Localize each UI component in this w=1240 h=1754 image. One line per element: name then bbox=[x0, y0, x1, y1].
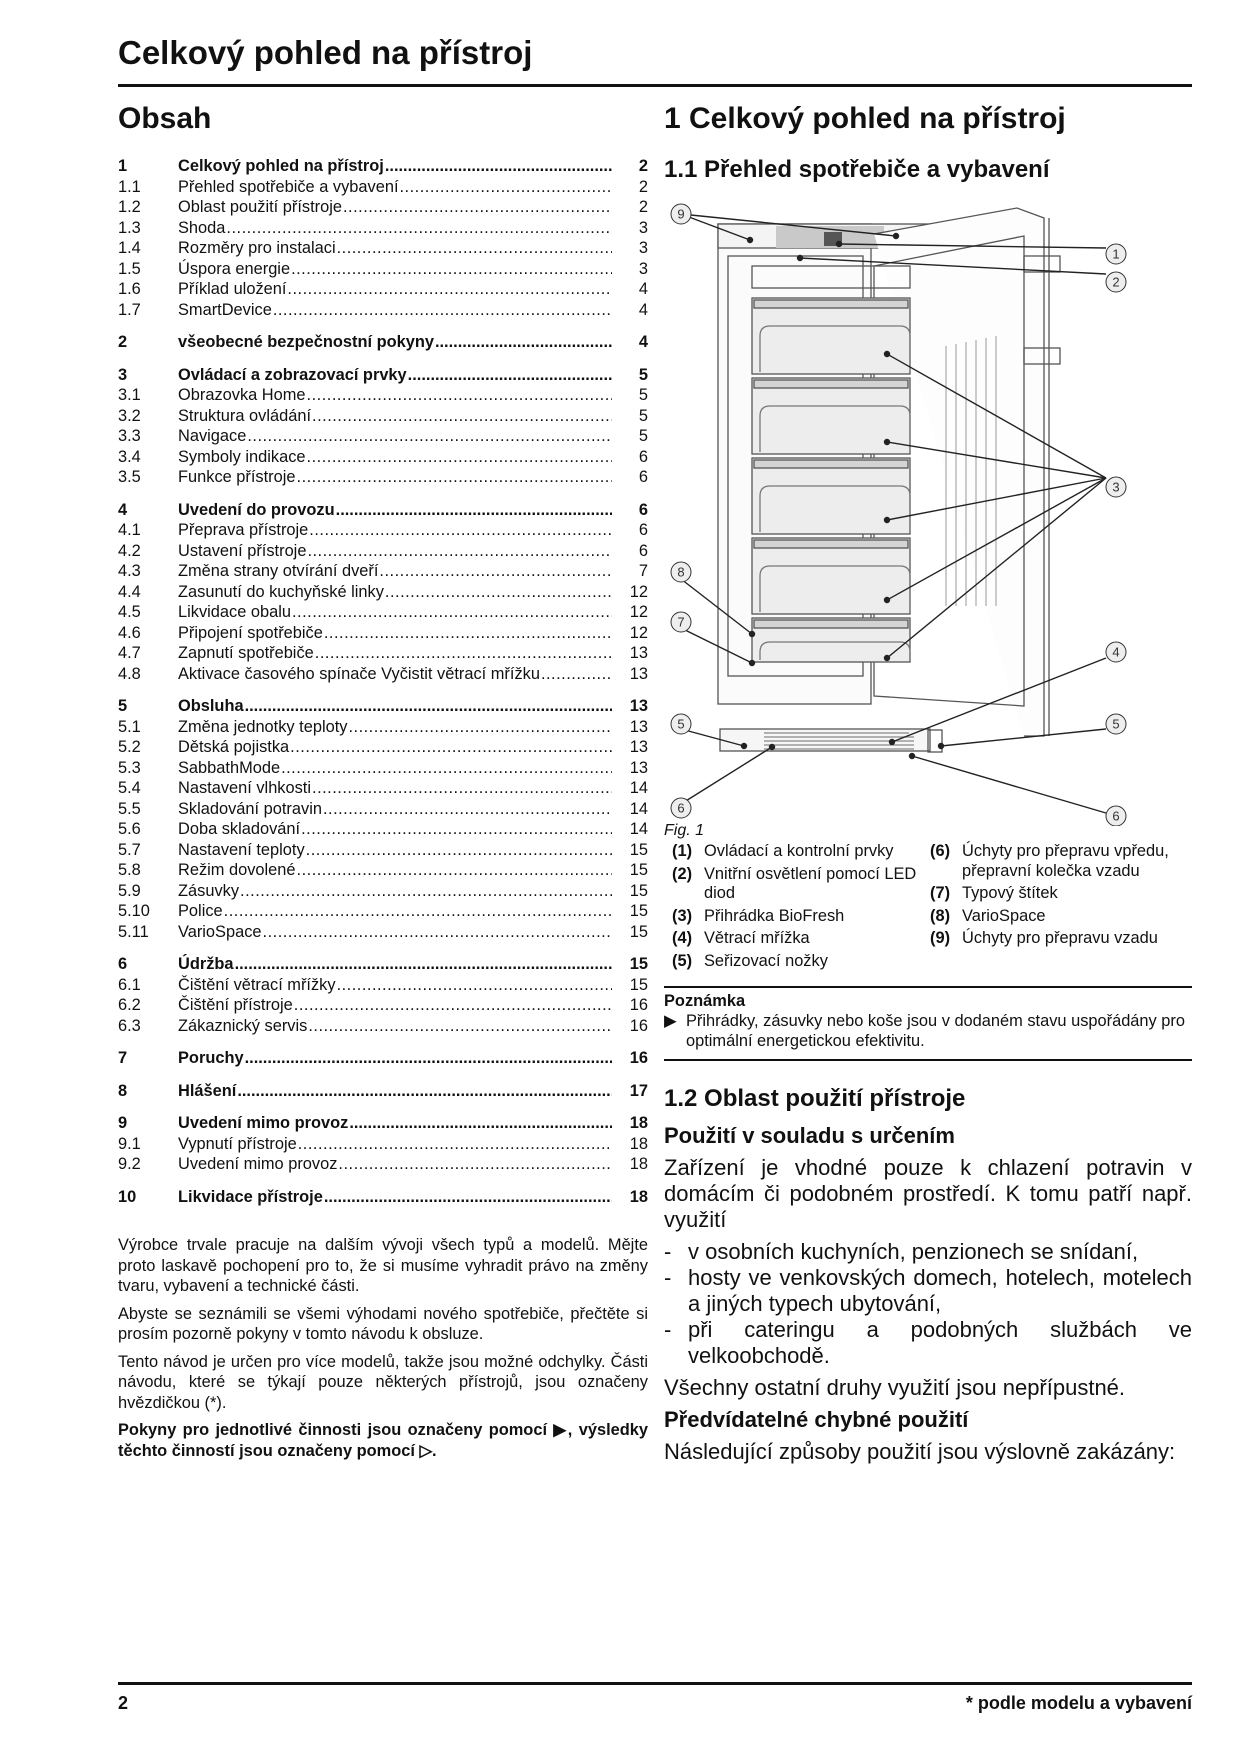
intended-use-text: Zařízení je vhodné pouze k chlazení potravin v domácím či podobném prostředí. K tomu patří např. využití bbox=[664, 1155, 1192, 1232]
toc-entry-page: 15 bbox=[629, 975, 648, 994]
intro-paragraph: Tento návod je určen pro více modelů, takže jsou možné odchylky. Části návodu, které se týkají pouze některých přístrojů, jsou označeny hvězdičkou (*). bbox=[118, 1352, 648, 1412]
page-number: 2 bbox=[118, 1693, 129, 1713]
toc-entry-label: VarioSpace ..... bbox=[178, 922, 612, 943]
intro-paragraph: Výrobce trvale pracuje na dalším vývoji všech typů a modelů. Mějte proto laskavě pochopení pro to, že si musíme vyhradit právo na změny tvaru, vybavení a technické části. bbox=[118, 1236, 648, 1295]
toc-entry[interactable] bbox=[118, 602, 648, 623]
toc-entry-label: všeobecné bezpečnostní pokyny ..... bbox=[178, 332, 612, 353]
toc-entry-page: 13 bbox=[629, 738, 648, 756]
toc-entry-page: 3 bbox=[638, 239, 648, 257]
toc-entry-number: 8 bbox=[118, 1081, 128, 1100]
list-item bbox=[664, 1239, 1192, 1265]
action-arrow-icon: ▶ bbox=[664, 1012, 677, 1030]
toc-entry-page: 13 bbox=[629, 664, 648, 683]
toc-entry[interactable] bbox=[118, 500, 648, 521]
toc-entry-page: 15 bbox=[629, 840, 648, 859]
toc-entry-label: Zasunutí do kuchyňské linky ..... bbox=[178, 582, 612, 603]
legend-item bbox=[922, 907, 1192, 927]
toc-entry-label: Uvedení do provozu ..... bbox=[178, 500, 612, 521]
legend-number: (6) bbox=[930, 842, 951, 860]
toc-entry-number: 5.1 bbox=[118, 717, 141, 736]
toc-entry-label: Údržba ..... bbox=[178, 954, 612, 975]
toc-entry-label: Symboly indikace ..... bbox=[178, 447, 612, 468]
intended-use-list bbox=[664, 1239, 1192, 1369]
toc-entry-label: Režim dovolené ..... bbox=[178, 860, 612, 881]
svg-text:6: 6 bbox=[1112, 808, 1120, 824]
svg-text:3: 3 bbox=[1112, 479, 1120, 495]
toc-entry-number: 5.6 bbox=[118, 820, 141, 838]
list-item-text: hosty ve venkovských domech, hotelech, motelech a jiných typech ubytování, bbox=[688, 1265, 1192, 1316]
legend-column-left bbox=[664, 842, 922, 974]
legend-text: Seřizovací nožky bbox=[704, 951, 828, 970]
toc-entry-page: 13 bbox=[629, 717, 648, 736]
toc-entry-number: 3.2 bbox=[118, 406, 141, 425]
toc-entry[interactable] bbox=[118, 406, 648, 427]
toc-entry-label: Dětská pojistka ..... bbox=[178, 737, 612, 758]
toc-group bbox=[118, 954, 648, 1036]
toc-entry-label: Skladování potravin ..... bbox=[178, 799, 612, 820]
subsection-heading: 1.1 Přehled spotřebiče a vybavení bbox=[664, 156, 1050, 183]
toc-entry-number: 1.6 bbox=[118, 280, 141, 298]
toc-entry[interactable] bbox=[118, 541, 648, 562]
toc-entry-page: 6 bbox=[638, 541, 648, 560]
toc-entry-label: Likvidace přístroje ..... bbox=[178, 1187, 612, 1208]
toc-entry-page: 6 bbox=[638, 447, 648, 466]
toc-entry-page: 5 bbox=[638, 365, 648, 384]
toc-entry[interactable] bbox=[118, 447, 648, 468]
legend-text: Typový štítek bbox=[962, 884, 1058, 902]
toc-entry[interactable] bbox=[118, 737, 648, 758]
toc-entry[interactable] bbox=[118, 385, 648, 406]
toc-entry-number: 1.5 bbox=[118, 259, 141, 278]
toc-entry[interactable] bbox=[118, 365, 648, 386]
toc-entry-label: SabbathMode ..... bbox=[178, 758, 612, 779]
toc-entry-page: 5 bbox=[638, 406, 648, 425]
toc-entry[interactable] bbox=[118, 332, 648, 353]
toc-entry-number: 5.8 bbox=[118, 861, 141, 879]
svg-text:8: 8 bbox=[677, 564, 685, 580]
list-dash: - bbox=[664, 1317, 672, 1342]
svg-text:1: 1 bbox=[1112, 246, 1120, 262]
left-column bbox=[118, 100, 648, 1468]
footer-note: * podle modelu a vybavení bbox=[965, 1693, 1192, 1713]
toc-entry-number: 1.2 bbox=[118, 198, 141, 216]
legend-item bbox=[664, 865, 922, 904]
toc-entry-page: 17 bbox=[629, 1081, 648, 1100]
toc-entry-page: 16 bbox=[629, 1016, 648, 1035]
toc-entry-label: Nastavení vlhkosti ..... bbox=[178, 778, 612, 799]
toc-entry[interactable] bbox=[118, 1154, 648, 1175]
header-rule bbox=[118, 84, 1192, 87]
toc-entry-number: 5.11 bbox=[118, 922, 149, 941]
toc-entry-number: 9 bbox=[118, 1114, 128, 1132]
note-text: Přihrádky, zásuvky nebo koše jsou v dodaném stavu uspořádány pro optimální energetickou efektivitu. bbox=[686, 1012, 1185, 1050]
toc-entry-label: Přehled spotřebiče a vybavení ..... bbox=[178, 177, 612, 198]
list-dash: - bbox=[664, 1239, 672, 1264]
toc-entry-page: 3 bbox=[638, 259, 648, 278]
toc-entry[interactable] bbox=[118, 561, 648, 582]
figure-caption: Fig. 1 bbox=[664, 822, 705, 839]
toc-entry-number: 4.2 bbox=[118, 541, 141, 560]
toc-group bbox=[118, 696, 648, 942]
toc-entry[interactable] bbox=[118, 975, 648, 996]
toc-entry-label: Čištění přístroje ..... bbox=[178, 995, 612, 1016]
toc-entry-number: 2 bbox=[118, 333, 128, 351]
toc-entry-label: Zákaznický servis ..... bbox=[178, 1016, 612, 1037]
toc-entry-number: 4.8 bbox=[118, 664, 141, 683]
toc-entry-number: 1.4 bbox=[118, 239, 141, 257]
intended-use-heading: Použití v souladu s určením bbox=[664, 1123, 955, 1148]
legend-text: Úchyty pro přepravu vzadu bbox=[962, 929, 1158, 947]
toc-entry[interactable] bbox=[118, 819, 648, 840]
toc-entry-number: 5.3 bbox=[118, 758, 141, 777]
legend-text: Vnitřní osvětlení pomocí LED diod bbox=[704, 864, 917, 902]
toc-entry[interactable] bbox=[118, 156, 648, 177]
toc-entry[interactable] bbox=[118, 623, 648, 644]
toc-entry-label: Struktura ovládání ..... bbox=[178, 406, 612, 427]
toc-entry-label: Poruchy ..... bbox=[178, 1048, 612, 1069]
toc-entry-page: 4 bbox=[638, 333, 648, 351]
legend-item bbox=[664, 929, 922, 949]
toc-entry-page: 16 bbox=[629, 996, 648, 1014]
toc-entry-number: 1.7 bbox=[118, 300, 141, 319]
toc-entry[interactable] bbox=[118, 643, 648, 664]
toc-entry[interactable] bbox=[118, 238, 648, 259]
toc-entry-page: 6 bbox=[638, 521, 648, 539]
toc-entry[interactable] bbox=[118, 279, 648, 300]
svg-text:9: 9 bbox=[677, 206, 685, 222]
toc-entry-page: 6 bbox=[638, 500, 648, 519]
legend-text: VarioSpace bbox=[962, 906, 1046, 925]
legend-number: (3) bbox=[672, 906, 693, 925]
toc-entry-label: SmartDevice ..... bbox=[178, 300, 612, 321]
toc-entry[interactable] bbox=[118, 1134, 648, 1155]
note-title: Poznámka bbox=[664, 992, 746, 1010]
svg-text:2: 2 bbox=[1112, 274, 1120, 290]
intro-paragraph: Abyste se seznámili se všemi výhodami nového spotřebiče, přečtěte si prosím pozorně pokyny v tomto návodu k obsluze. bbox=[118, 1304, 648, 1343]
legend-item bbox=[664, 952, 922, 972]
toc-entry-label: Uvedení mimo provoz ..... bbox=[178, 1154, 612, 1175]
legend-column-right bbox=[922, 842, 1192, 974]
toc-entry-number: 5.9 bbox=[118, 881, 141, 900]
toc-entry-number: 4.6 bbox=[118, 623, 141, 642]
section-heading: 1 Celkový pohled na přístroj bbox=[664, 102, 1066, 135]
toc-entry-number: 3.5 bbox=[118, 468, 141, 486]
intro-instructions-note: Pokyny pro jednotlivé činnosti jsou označeny pomocí ▶, výsledky těchto činností jsou označeny pomocí ▷. bbox=[118, 1421, 648, 1460]
other-uses-text: Všechny ostatní druhy využití jsou nepřípustné. bbox=[664, 1375, 1126, 1400]
toc-entry-number: 3 bbox=[118, 365, 128, 384]
toc-entry-label: Oblast použití přístroje ..... bbox=[178, 197, 612, 218]
list-item bbox=[664, 1317, 1192, 1369]
toc-group bbox=[118, 500, 648, 685]
toc-entry-page: 18 bbox=[629, 1155, 648, 1173]
toc-entry[interactable] bbox=[118, 922, 648, 943]
toc-entry[interactable] bbox=[118, 1187, 648, 1208]
toc-entry-label: Zapnutí spotřebiče ..... bbox=[178, 643, 612, 664]
toc-entry-label: Obsluha ..... bbox=[178, 696, 612, 717]
toc-group bbox=[118, 1048, 648, 1069]
legend-item bbox=[664, 842, 922, 862]
toc-entry-page: 15 bbox=[629, 881, 648, 900]
toc-entry-page: 15 bbox=[629, 955, 648, 973]
toc-entry-number: 5.4 bbox=[118, 779, 141, 797]
legend-item bbox=[922, 842, 1192, 881]
toc-entry-label: Celkový pohled na přístroj ..... bbox=[178, 156, 612, 177]
toc-entry[interactable] bbox=[118, 758, 648, 779]
toc-entry-label: Uvedení mimo provoz ..... bbox=[178, 1113, 612, 1134]
svg-text:5: 5 bbox=[677, 716, 685, 732]
toc-entry-number: 9.2 bbox=[118, 1155, 141, 1173]
toc-entry-page: 4 bbox=[638, 300, 648, 319]
toc-entry-page: 18 bbox=[629, 1187, 648, 1206]
toc-entry-label: Ovládací a zobrazovací prvky ..... bbox=[178, 365, 612, 386]
toc-entry[interactable] bbox=[118, 467, 648, 488]
toc-entry-label: Police ..... bbox=[178, 901, 612, 922]
svg-text:6: 6 bbox=[677, 800, 685, 816]
legend-number: (7) bbox=[930, 884, 951, 902]
legend-number: (4) bbox=[672, 929, 693, 947]
toc-entry[interactable] bbox=[118, 881, 648, 902]
toc-entry[interactable] bbox=[118, 426, 648, 447]
toc-entry-page: 12 bbox=[629, 623, 648, 642]
toc-entry[interactable] bbox=[118, 1016, 648, 1037]
toc-entry-page: 6 bbox=[638, 468, 648, 486]
legend-item bbox=[922, 884, 1192, 904]
toc-entry-number: 6 bbox=[118, 955, 128, 973]
toc-entry-number: 1.3 bbox=[118, 218, 141, 237]
toc-entry-number: 3.1 bbox=[118, 386, 141, 404]
toc-entry-page: 5 bbox=[638, 427, 648, 445]
toc-entry-page: 5 bbox=[638, 386, 648, 404]
toc-group bbox=[118, 1081, 648, 1102]
toc-entry-number: 4.1 bbox=[118, 521, 141, 539]
toc-entry[interactable] bbox=[118, 995, 648, 1016]
toc-entry[interactable] bbox=[118, 664, 648, 685]
toc-entry-page: 2 bbox=[638, 198, 648, 216]
misuse-text: Následující způsoby použití jsou výslovně zakázány: bbox=[664, 1439, 1176, 1464]
toc-entry-number: 5.10 bbox=[118, 902, 150, 920]
toc-group bbox=[118, 1187, 648, 1208]
toc-entry-number: 4.7 bbox=[118, 644, 141, 662]
right-column bbox=[664, 100, 1192, 1471]
toc-entry[interactable] bbox=[118, 1048, 648, 1069]
toc-entry-page: 18 bbox=[629, 1114, 648, 1132]
svg-text:5: 5 bbox=[1112, 716, 1120, 732]
toc-entry-page: 12 bbox=[629, 582, 648, 601]
toc-entry[interactable] bbox=[118, 197, 648, 218]
toc-entry-number: 4.4 bbox=[118, 582, 141, 601]
toc-entry-number: 9.1 bbox=[118, 1134, 141, 1153]
toc-entry-page: 12 bbox=[629, 603, 648, 621]
legend-text: Větrací mřížka bbox=[704, 929, 810, 947]
legend-number: (8) bbox=[930, 906, 951, 925]
toc-entry-page: 4 bbox=[638, 280, 648, 298]
toc-entry-label: Úspora energie ..... bbox=[178, 259, 612, 280]
toc-entry-page: 15 bbox=[629, 902, 648, 920]
toc-entry-number: 6.1 bbox=[118, 975, 141, 994]
toc-entry[interactable] bbox=[118, 1081, 648, 1102]
misuse-heading: Předvídatelné chybné použití bbox=[664, 1407, 969, 1432]
toc-entry-page: 2 bbox=[638, 177, 648, 196]
toc-entry-page: 7 bbox=[638, 562, 648, 580]
toc-entry-page: 15 bbox=[629, 861, 648, 879]
legend-text: Úchyty pro přepravu vpředu, přepravní kolečka vzadu bbox=[962, 842, 1169, 880]
intro-text bbox=[118, 1235, 648, 1461]
toc-entry-label: Aktivace časového spínače Vyčistit větrací mřížku ..... bbox=[178, 664, 612, 685]
toc-entry-page: 13 bbox=[629, 758, 648, 777]
toc-entry-label: Připojení spotřebiče ..... bbox=[178, 623, 612, 644]
toc-entry-label: Změna strany otvírání dveří ..... bbox=[178, 561, 612, 582]
svg-text:7: 7 bbox=[677, 614, 685, 630]
footer-rule bbox=[118, 1682, 1192, 1685]
toc-entry-number: 6.2 bbox=[118, 996, 141, 1014]
toc-entry-page: 13 bbox=[629, 697, 648, 715]
note-box bbox=[664, 986, 1192, 1061]
toc-group bbox=[118, 156, 648, 320]
toc-entry-number: 7 bbox=[118, 1049, 128, 1067]
toc-entry-number: 1 bbox=[118, 157, 128, 175]
appliance-figure bbox=[664, 196, 1192, 826]
legend-number: (1) bbox=[672, 842, 693, 860]
toc-entry-number: 4.3 bbox=[118, 562, 141, 580]
note-body bbox=[664, 1011, 1192, 1051]
toc-entry-label: Vypnutí přístroje ..... bbox=[178, 1134, 612, 1155]
page-header-title: Celkový pohled na přístroj bbox=[118, 34, 533, 71]
toc-group bbox=[118, 365, 648, 488]
figure-legend bbox=[664, 842, 1192, 974]
legend-item bbox=[664, 907, 922, 927]
toc-entry-page: 14 bbox=[629, 779, 648, 797]
toc-entry[interactable] bbox=[118, 218, 648, 239]
legend-number: (5) bbox=[672, 951, 693, 970]
toc-entry-page: 2 bbox=[638, 157, 648, 175]
toc-entry[interactable] bbox=[118, 954, 648, 975]
toc-entry-page: 16 bbox=[629, 1049, 648, 1067]
toc-entry-number: 5.7 bbox=[118, 840, 141, 859]
toc-entry[interactable] bbox=[118, 840, 648, 861]
toc-entry[interactable] bbox=[118, 799, 648, 820]
toc-entry-number: 5.2 bbox=[118, 738, 141, 756]
toc-entry-label: Doba skladování ..... bbox=[178, 819, 612, 840]
legend-item bbox=[922, 929, 1192, 949]
list-item-text: v osobních kuchyních, penzionech se snídaní, bbox=[688, 1239, 1139, 1264]
fridge-diagram bbox=[664, 196, 1192, 826]
toc-entry[interactable] bbox=[118, 717, 648, 738]
toc-entry-label: Hlášení ..... bbox=[178, 1081, 612, 1102]
toc-entry-label: Funkce přístroje ..... bbox=[178, 467, 612, 488]
list-item-text: při cateringu a podobných službách ve velkoobchodě. bbox=[688, 1317, 1192, 1368]
list-dash: - bbox=[664, 1265, 672, 1290]
toc-entry-label: Čištění větrací mřížky ..... bbox=[178, 975, 612, 996]
toc-entry-label: Shoda ..... bbox=[178, 218, 612, 239]
toc-entry-number: 3.4 bbox=[118, 447, 141, 466]
toc-entry-number: 6.3 bbox=[118, 1016, 141, 1035]
legend-number: (2) bbox=[672, 864, 693, 883]
toc-entry[interactable] bbox=[118, 1113, 648, 1134]
toc-group bbox=[118, 1113, 648, 1175]
toc-entry-label: Nastavení teploty ..... bbox=[178, 840, 612, 861]
toc-entry-label: Příklad uložení ..... bbox=[178, 279, 612, 300]
legend-text: Přihrádka BioFresh bbox=[704, 906, 845, 925]
toc-entry-number: 5 bbox=[118, 697, 128, 715]
toc-entry-number: 10 bbox=[118, 1187, 137, 1206]
toc-entry-label: Přeprava přístroje ..... bbox=[178, 520, 612, 541]
toc-entry-page: 15 bbox=[629, 922, 648, 941]
toc-entry-page: 14 bbox=[629, 820, 648, 838]
toc-entry-page: 18 bbox=[629, 1134, 648, 1153]
toc-entry-label: Ustavení přístroje ..... bbox=[178, 541, 612, 562]
toc-entry[interactable] bbox=[118, 259, 648, 280]
subsection-heading: 1.2 Oblast použití přístroje bbox=[664, 1085, 966, 1112]
toc-group bbox=[118, 332, 648, 353]
toc-entry-label: Obrazovka Home ..... bbox=[178, 385, 612, 406]
toc-title: Obsah bbox=[118, 102, 212, 135]
toc-entry[interactable] bbox=[118, 177, 648, 198]
legend-text: Ovládací a kontrolní prvky bbox=[704, 842, 894, 860]
toc-entry-page: 13 bbox=[629, 644, 648, 662]
toc-entry-label: Zásuvky ..... bbox=[178, 881, 612, 902]
toc-entry[interactable] bbox=[118, 582, 648, 603]
toc-entry[interactable] bbox=[118, 901, 648, 922]
toc-entry-number: 4.5 bbox=[118, 603, 141, 621]
svg-text:4: 4 bbox=[1112, 644, 1120, 660]
list-item bbox=[664, 1265, 1192, 1317]
toc-entry-label: Rozměry pro instalaci ..... bbox=[178, 238, 612, 259]
toc-entry-number: 5.5 bbox=[118, 799, 141, 818]
toc-entry-number: 1.1 bbox=[118, 177, 141, 196]
toc-entry-label: Navigace ..... bbox=[178, 426, 612, 447]
table-of-contents bbox=[118, 156, 648, 1207]
toc-entry-label: Změna jednotky teploty ..... bbox=[178, 717, 612, 738]
legend-number: (9) bbox=[930, 929, 951, 947]
toc-entry-number: 4 bbox=[118, 500, 128, 519]
toc-entry[interactable] bbox=[118, 778, 648, 799]
toc-entry[interactable] bbox=[118, 860, 648, 881]
toc-entry[interactable] bbox=[118, 520, 648, 541]
toc-entry[interactable] bbox=[118, 696, 648, 717]
toc-entry[interactable] bbox=[118, 300, 648, 321]
toc-entry-page: 14 bbox=[629, 799, 648, 818]
toc-entry-number: 3.3 bbox=[118, 427, 141, 445]
toc-entry-page: 3 bbox=[638, 218, 648, 237]
toc-entry-label: Likvidace obalu ..... bbox=[178, 602, 612, 623]
